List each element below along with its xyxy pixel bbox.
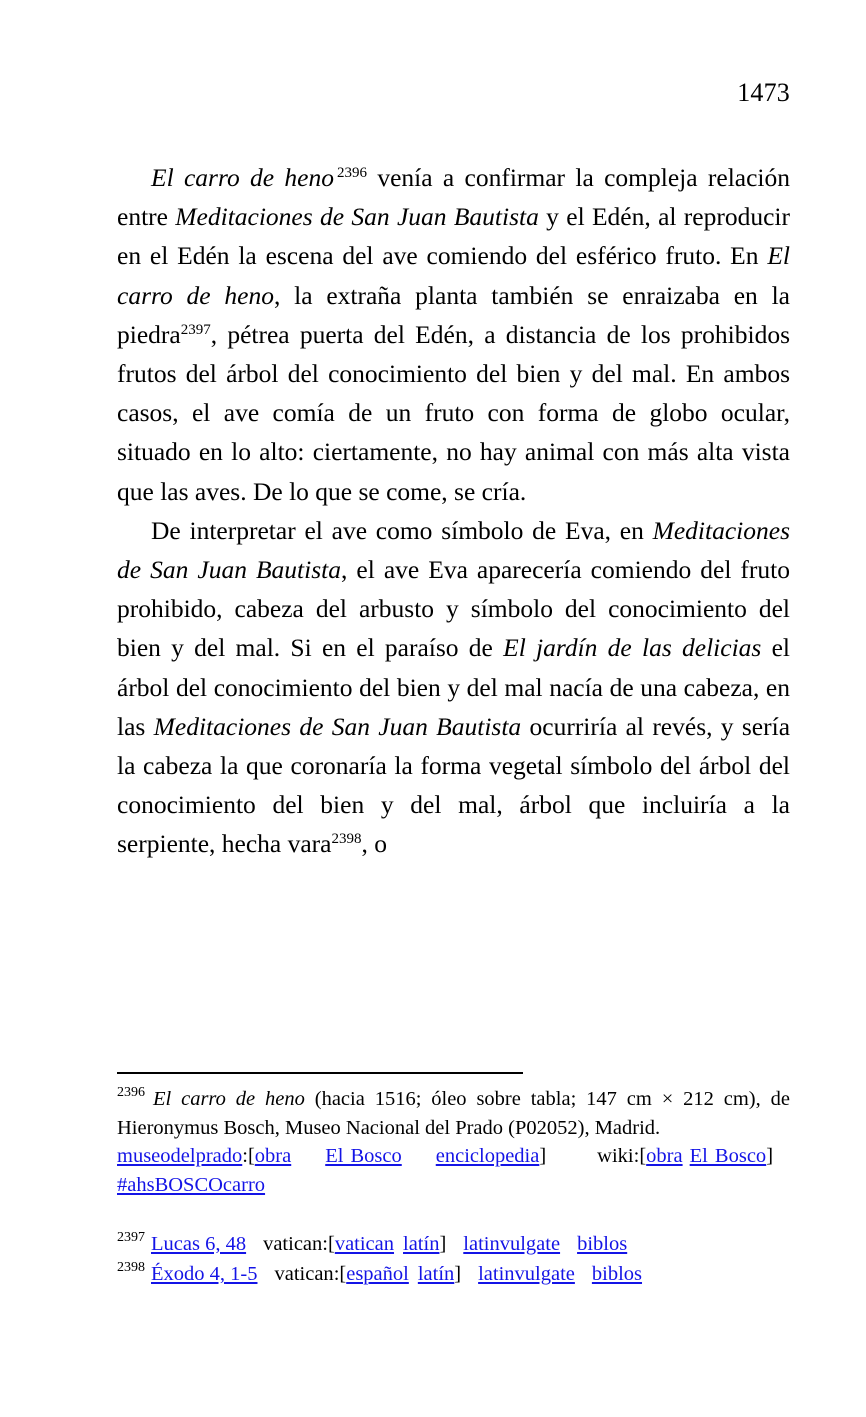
paragraph-text-run: , o: [361, 829, 387, 859]
link-biblos[interactable]: biblos: [577, 1232, 628, 1255]
link-el-bosco[interactable]: El Bosco: [325, 1145, 402, 1168]
footnote-2396: [117, 1085, 790, 1142]
label-wiki: wiki: [597, 1145, 634, 1168]
footnote-2397: [117, 1229, 790, 1260]
footnote-number-2398: 2398: [117, 1260, 145, 1276]
footnote-2398: [117, 1259, 790, 1290]
work-title-meditaciones-3: Meditaciones de San Juan Bautista: [153, 711, 522, 741]
footnote-details-text: (hacia 1516; óleo sobre tabla; 147 cm × 212 cm), de Hieronymus Bosch, Museo Nacional del Prado (P02052), Madrid.: [117, 1088, 790, 1139]
link-museodelprado[interactable]: museodelprado: [117, 1145, 243, 1168]
footnote-number-2397: 2397: [117, 1229, 145, 1245]
link-latin[interactable]: latín: [403, 1232, 440, 1255]
link-enciclopedia[interactable]: enciclopedia: [435, 1145, 540, 1168]
link-latin[interactable]: latín: [417, 1263, 455, 1286]
link-espanol[interactable]: español: [346, 1263, 409, 1286]
paragraph-text-run: el árbol del conocimiento del bien y del mal nacía de una cabeza, en las: [117, 633, 790, 741]
work-title-el-carro-de-heno-2: El carro de heno: [117, 241, 790, 310]
work-title-jardin-delicias: El jardín de las delicias: [503, 633, 762, 663]
bracket-close: ]: [539, 1145, 547, 1168]
paragraph-text-run: ocurriría al revés, y sería la cabeza la que coronaría la forma vegetal símbolo del árbol del conocimiento del bien y del mal, árbol que incluiría a la serpiente, hecha vara: [117, 711, 791, 859]
footnote-ref-2397[interactable]: 2397: [180, 321, 211, 338]
paragraph-text-run: y el Edén, al reproducir en el Edén la escena del ave comiendo del esférico fruto. En: [117, 202, 790, 271]
link-wiki-obra[interactable]: obra: [646, 1145, 683, 1168]
footnote-ref-2398[interactable]: 2398: [331, 831, 362, 848]
paragraph-interpretar-el-ave: [117, 511, 790, 864]
link-obra[interactable]: obra: [254, 1145, 292, 1168]
work-title-meditaciones-2: Meditaciones de San Juan Bautista: [117, 515, 790, 585]
footnote-work-title: El carro de heno: [153, 1088, 305, 1110]
link-anchor-ahsboscocarro[interactable]: #ahsBOSCOcarro: [117, 1173, 266, 1196]
work-title-meditaciones-1: Meditaciones de San Juan Bautista: [175, 202, 539, 232]
paragraph-text-run: , el ave Eva aparecería comiendo del fruto prohibido, cabeza del arbusto y símbolo del conocimiento del bien y del mal. Si en el paraíso de: [117, 555, 791, 663]
link-biblos[interactable]: biblos: [591, 1263, 643, 1286]
bracket-close: ]: [439, 1232, 447, 1255]
footnote-area: [117, 1072, 790, 1290]
bracket-close: ]: [454, 1263, 462, 1286]
link-exodo-4-1-5[interactable]: Éxodo 4, 1-5: [151, 1263, 258, 1286]
label-vatican: vatican: [274, 1263, 334, 1286]
page-number: 1473: [737, 78, 790, 107]
paragraph-text-run: venía a confirmar la compleja relación entre: [117, 163, 790, 232]
link-wiki-el-bosco[interactable]: El Bosco: [689, 1145, 767, 1168]
bracket-open-wiki: :[: [633, 1145, 647, 1168]
link-latinvulgate[interactable]: latinvulgate: [463, 1232, 561, 1255]
work-title-el-carro-de-heno: El carro de heno: [151, 163, 334, 192]
link-latinvulgate[interactable]: latinvulgate: [478, 1263, 575, 1286]
bracket-open: :[: [322, 1232, 335, 1255]
footnote-2396-links: [117, 1142, 790, 1228]
bracket-open: :[: [333, 1263, 347, 1286]
link-lucas-6-48[interactable]: Lucas 6, 48: [151, 1232, 247, 1255]
paragraph-text-run: De interpretar el ave como símbolo de Eva, en: [151, 515, 653, 545]
paragraph-carro-de-heno: [117, 158, 790, 511]
bracket-open: :[: [242, 1145, 255, 1168]
label-vatican: vatican: [263, 1232, 323, 1255]
footnote-ref-2396[interactable]: 2396: [337, 165, 367, 181]
paragraph-text-run: , pétrea puerta del Edén, a distancia de los prohibidos frutos del árbol del conocimiento del bien y del mal. En ambos casos, el ave comía de un fruto con forma de globo ocular, situado en lo alto: ciertamente, no hay animal con más alta vista que las aves. De lo que se come, se cría.: [117, 319, 790, 506]
paragraph-text-run: , la extraña planta también se enraizaba en la piedra: [117, 280, 791, 349]
link-vatican[interactable]: vatican: [334, 1232, 395, 1255]
bracket-close-wiki: ]: [766, 1145, 774, 1168]
body-text-column: [117, 158, 790, 864]
footnote-separator-rule: [117, 1072, 523, 1074]
footnote-number-2396: 2396: [117, 1085, 145, 1100]
